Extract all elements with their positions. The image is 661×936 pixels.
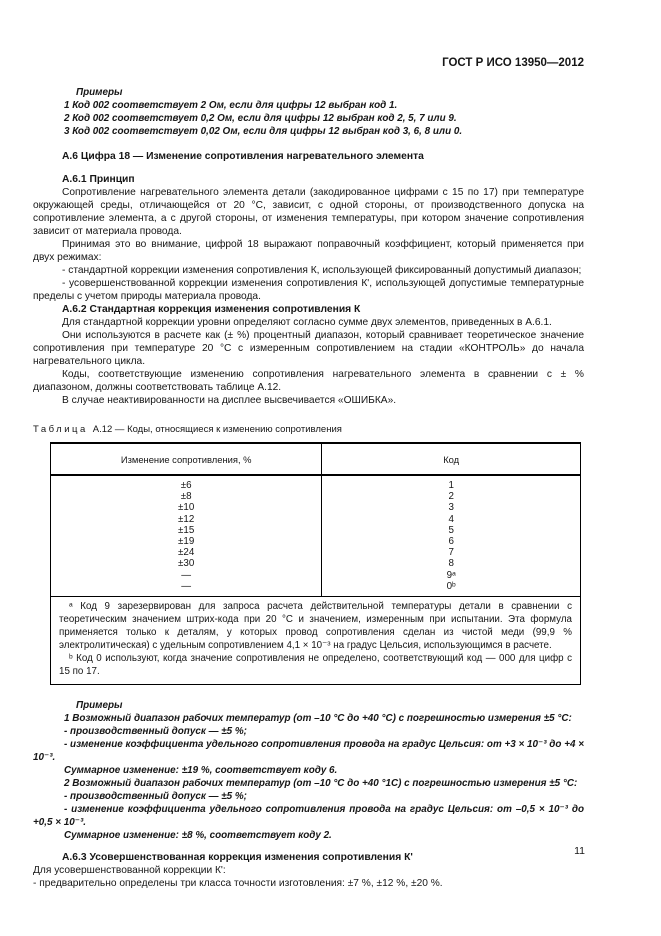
examples-block-bottom (33, 699, 584, 842)
example-item: - изменение коэффициента удельного сопротивления провода на градус Цельсия: от –0,5 × 10⁻³ до +0,5 × 10⁻³. (33, 804, 584, 829)
example-item: 1 Код 002 соответствует 2 Ом, если для цифры 12 выбран код 1. (64, 100, 398, 111)
paragraph-a61-1: Сопротивление нагревательного элемента детали (закодированное цифрами с 15 по 17) при температуре окружающей среды, отличающейся от 20 °С, зависит, с одной стороны, от производственного допуска на сопротивление элемента, а с другой стороны, от изменения температуры, при котором значение сопротивления зависит от материала провода. (33, 187, 584, 237)
cell-code: 1 (448, 480, 454, 491)
paragraph-a63-1: Для усовершенствованной коррекции К': (33, 865, 226, 877)
bullet-a63-1: - предварительно определены три класса точности изготовления: ±7 %, ±12 %, ±20 %. (33, 878, 443, 890)
example-item: - производственный допуск — ±5 %; (64, 791, 247, 803)
cell-code: 7 (448, 547, 454, 559)
cell-code: 8 (448, 558, 454, 570)
table-a12 (50, 442, 581, 685)
example-item: Суммарное изменение: ±19 %, соответствует коду 6. (64, 765, 338, 777)
table-row (51, 514, 581, 525)
table-row (51, 581, 581, 597)
heading-a61: А.6.1 Принцип (62, 174, 135, 185)
bullet-a61-1: - стандартной коррекции изменения сопротивления К, использующей фиксированный допустимый диапазон; (62, 265, 582, 276)
paragraph-a62-1: Для стандартной коррекции уровни определяют согласно сумме двух элементов, приведенных в А.6.1. (62, 317, 552, 328)
cell-code: 6 (448, 536, 454, 548)
table-row (51, 475, 581, 491)
table-row (51, 502, 581, 513)
column-header-resistance-change: Изменение сопротивления, % (51, 443, 322, 475)
example-item: 2 Код 002 соответствует 0,2 Ом, если для цифры 12 выбран код 2, 5, 7 или 9. (64, 113, 457, 124)
cell-code: 5 (448, 524, 454, 536)
cell-change: ±15 (51, 525, 322, 536)
table-footnotes-cell (51, 597, 581, 685)
table-caption-title: А.12 — Коды, относящиеся к изменению сопротивления (92, 424, 342, 435)
cell-change: ±12 (51, 514, 322, 525)
heading-a6: А.6 Цифра 18 — Изменение сопротивления нагревательного элемента (62, 151, 424, 162)
column-header-code: Код (322, 443, 581, 475)
table-row (51, 547, 581, 558)
footnote-b: ᵇ Код 0 используют, когда значение сопротивления не определено, соответствующий код — 000 для цифр с 15 по 17. (59, 653, 572, 678)
paragraph-a62-4: В случае неактивированности на дисплее высвечивается «ОШИБКА». (62, 395, 397, 406)
paragraph-a61-2: Принимая это во внимание, цифрой 18 выражают поправочный коэффициент, который применяется при двух режимах: (33, 239, 584, 263)
example-item: 2 Возможный диапазон рабочих температур (от –10 °С до +40 °1С) с погрешностью измерения ±5 °С: (64, 778, 578, 790)
cell-change: ±10 (51, 502, 322, 513)
examples-label: Примеры (76, 87, 123, 98)
cell-code: 0ᵇ (446, 580, 456, 592)
example-item: 3 Код 002 соответствует 0,02 Ом, если для цифры 12 выбран код 3, 6, 8 или 0. (64, 126, 463, 137)
cell-change: ±30 (51, 558, 322, 569)
table-row (51, 536, 581, 547)
cell-code: 2 (448, 491, 454, 503)
heading-a62: А.6.2 Стандартная коррекция изменения сопротивления К (62, 304, 361, 315)
section-a63 (33, 851, 584, 890)
cell-code: 3 (448, 502, 454, 514)
example-item: 1 Возможный диапазон рабочих температур (от –10 °С до +40 °С) с погрешностью измерения ±5 °С: (64, 713, 572, 725)
cell-change: ±24 (51, 547, 322, 558)
cell-change: — (51, 581, 322, 597)
example-item: - изменение коэффициента удельного сопротивления провода на градус Цельсия: от +3 × 10⁻³ до +4 × 10⁻³. (33, 739, 584, 764)
table-row (51, 570, 581, 581)
bullet-a61-2: - усовершенствованной коррекции изменения сопротивления К', использующей допустимые температурные пределы с учетом природы материала провода. (33, 278, 584, 302)
example-item: - производственный допуск — ±5 %; (64, 726, 247, 738)
example-item: Суммарное изменение: ±8 %, соответствует коду 2. (64, 830, 332, 842)
table-caption (33, 424, 584, 436)
paragraph-a62-3: Коды, соответствующие изменению сопротивления нагревательного элемента в сравнении с ± % диапазоном, должны соответствовать таблице А.12. (33, 369, 584, 393)
table-row (51, 558, 581, 569)
table-row (51, 525, 581, 536)
cell-change: ±6 (51, 475, 322, 491)
cell-code: 9ᵃ (446, 569, 456, 581)
examples-label: Примеры (76, 700, 123, 712)
heading-a63: А.6.3 Усовершенствованная коррекция изменения сопротивления К' (62, 852, 413, 864)
cell-code: 4 (448, 513, 454, 525)
table-header-row (51, 443, 581, 475)
standard-designation: ГОСТ Р ИСО 13950—2012 (442, 57, 584, 69)
cell-change: ±8 (51, 491, 322, 502)
table-row (51, 491, 581, 502)
table-caption-word: Таблица (33, 424, 88, 435)
table-footnotes-row (51, 597, 581, 685)
cell-change: — (51, 570, 322, 581)
page-number: 11 (574, 845, 585, 857)
cell-change: ±19 (51, 536, 322, 547)
footnote-a: ᵃ Код 9 зарезервирован для запроса расчета действительной температуры детали в сравнении с теоретическим значением штрих-кода при 20 °С и значением, измеренным при испытании. Эта формула применяется только к деталям, у которых провод сопротивления сделан из чистой меди (99,9 % электролитическая) с удельным сопротивлением 4,1 × 10⁻³ на градус Цельсия, использующимся в расчете. (59, 601, 572, 652)
paragraph-a62-2: Они используются в расчете как (± %) процентный диапазон, который сравнивает теоретическое значение сопротивления при температуре 20 °С с измеренным сопротивлением на стадии «КОНТРОЛЬ» до начала нагревательного цикла. (33, 330, 584, 367)
examples-block-top (33, 86, 584, 138)
